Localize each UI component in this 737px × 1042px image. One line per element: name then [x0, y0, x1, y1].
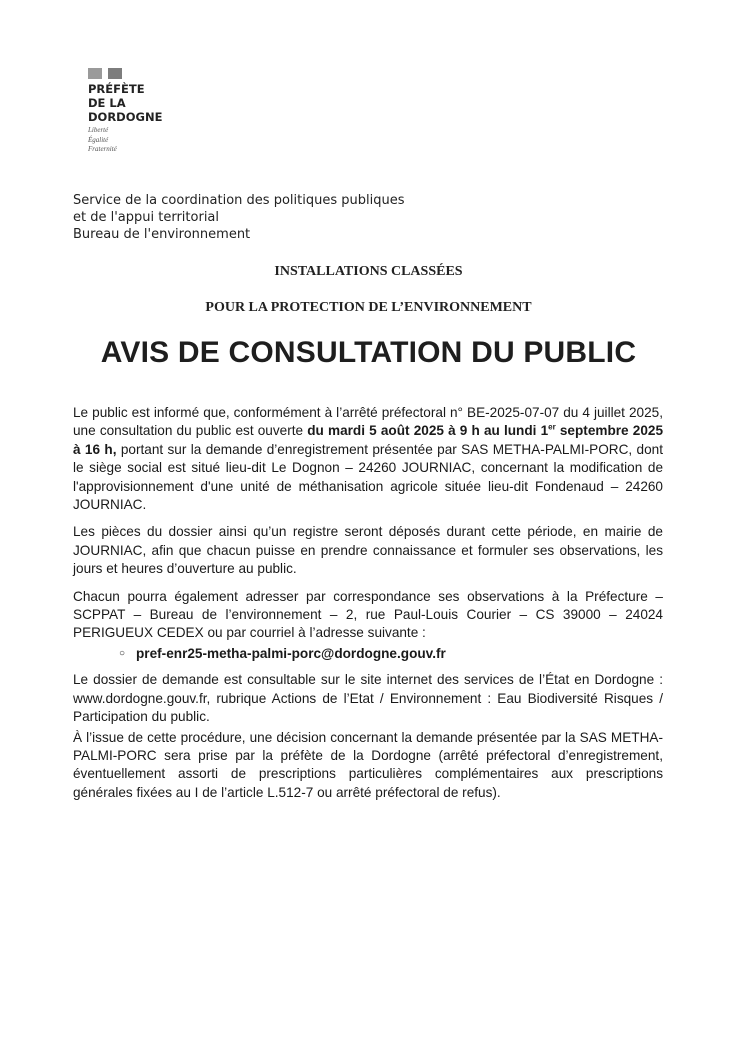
service-line: Service de la coordination des politiques publiques [73, 193, 405, 208]
text: Le public est informé que, conformément à l’arrêté préfectoral n° BE-2025-07-07 du 4 juillet 2025, une consultation du public est ouverte [73, 405, 663, 439]
paragraph-intro [73, 404, 663, 514]
motto-line: Liberté [88, 126, 109, 134]
logo-line: DORDOGNE [88, 110, 163, 124]
paragraph-correspondance: Chacun pourra également adresser par correspondance ses observations à la Préfecture – SCPPAT – Bureau de l’environnement – 2, rue Paul-Louis Courier – CS 39000 – 24024 PERIGUEUX CEDEX ou par courriel à l’adresse suivante : [73, 588, 663, 641]
dates-bold: septembre 2025 à 16 h, [73, 423, 664, 457]
logo-line: PRÉFÈTE [88, 82, 145, 96]
motto-line: Égalité [88, 135, 109, 144]
heading-installations: INSTALLATIONS CLASSÉES [274, 264, 463, 279]
paragraph-website: Le dossier de demande est consultable sur le site internet des services de l’État en Dordogne : www.dordogne.gouv.fr, rubrique Actions de l’Etat / Environnement : Eau Biodiversité Risques / Participation du public. [73, 672, 663, 725]
paragraph-decision: À l’issue de cette procédure, une décision concernant la demande présentée par la SAS METHA-PALMI-PORC sera prise par la préfète de la Dordogne (arrêté préfectoral d’enregistrement, éventuellement assorti de prescriptions particulières complémentaires aux prescriptions générales fixées au I de l’article L.512-7 ou arrêté préfectoral de refus). [73, 729, 663, 800]
heading-protection: POUR LA PROTECTION DE L’ENVIRONNEMENT [205, 300, 532, 315]
logo-line: DE LA [88, 96, 126, 110]
motto [88, 126, 162, 155]
service-line: Bureau de l'environnement [73, 227, 251, 242]
bullet-icon: ○ [119, 647, 126, 659]
service-header [73, 192, 404, 243]
marianne-flag-icon [88, 68, 162, 79]
dates-bold: du mardi 5 août 2025 à 9 h au lundi 1 [307, 423, 549, 439]
superscript: er [548, 422, 556, 432]
email-link[interactable]: pref-enr25-metha-palmi-porc@dordogne.gouv.fr [136, 645, 446, 661]
motto-line: Fraternité [88, 145, 117, 153]
prefecture-logo [88, 68, 162, 155]
page-title: AVIS DE CONSULTATION DU PUBLIC [100, 336, 637, 369]
service-line: et de l'appui territorial [73, 210, 220, 225]
text: portant sur la demande d’enregistrement présentée par SAS METHA-PALMI-PORC, dont le siège social est situé lieu-dit Le Dognon – 24260 JOURNIAC, concernant la modification de l'approvisionnement d'une unité de méthanisation agricole située lieu-dit Fondenaud – 24260 JOURNIAC. [73, 441, 663, 513]
paragraph-dossier: Les pièces du dossier ainsi qu’un registre seront déposés durant cette période, en mairie de JOURNIAC, afin que chacun puisse en prendre connaissance et formuler ses observations, les jours et heures d’ouverture au public. [73, 524, 663, 577]
notice-body [73, 404, 663, 811]
logo-text [88, 82, 162, 124]
email-item [119, 645, 663, 663]
